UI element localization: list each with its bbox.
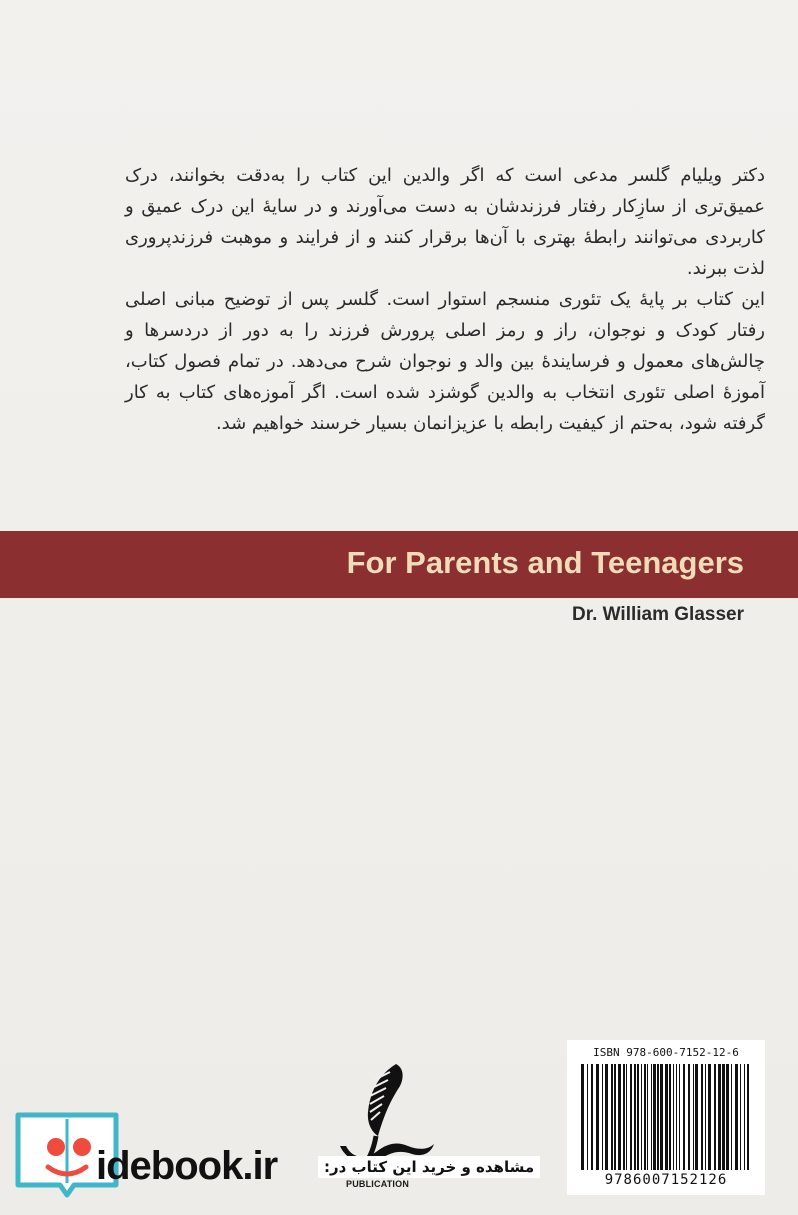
barcode-bar [669,1064,671,1170]
blurb-paragraph-1: دکتر ویلیام گلسر مدعی است که اگر والدین این کتاب را به‌دقت بخوانند، درک عمیق‌تری از سازِکار رفتار فرزندشان به دست می‌آورند و در سایهٔ این درک عمیق و کاربردی می‌توانند رابطهٔ بهتری با آن‌ها برقرار کنند و از فرایند و موهبت فرزندپروری لذت ببرند. [125,165,765,279]
barcode-bar [683,1064,685,1170]
barcode-bar [695,1064,698,1170]
english-title: For Parents and Teenagers [346,545,744,580]
site-watermark [8,1104,535,1204]
barcode-bar [630,1064,632,1170]
barcode-bar [605,1064,608,1170]
title-band [0,531,798,598]
barcode-bar [679,1064,680,1170]
barcode-bar [660,1064,663,1170]
barcode-bar [647,1064,648,1170]
isbn-digits: 9786007152126 [604,1172,728,1188]
watermark-brand: idebook.ir [96,1144,278,1188]
barcode-bar [596,1064,599,1170]
barcode-bar [637,1064,639,1170]
barcode-bar [693,1064,694,1170]
barcode-bar [626,1064,627,1170]
barcode-bar [688,1064,690,1170]
barcode-bar [651,1064,652,1170]
author-name: Dr. William Glasser [572,604,744,625]
barcode-bar [602,1064,603,1170]
barcode-bar [722,1064,725,1170]
blurb-paragraph-2: این کتاب بر پایهٔ یک تئوری منسجم استوار است. گلسر پس از توضیح مبانی اصلی رفتار کودک و نوجوان، راز و رمز اصلی پرورش فرزند را به دور از دردسرها و چالش‌های معمول و فرسایندهٔ بین والد و نوجوان شرح می‌دهد. در تمام فصول کتاب، آموزهٔ اصلی تئوری انتخاب به والدین گوشزد شده است. اگر آموزه‌های کتاب به کار گرفته شود، به‌حتم از کیفیت رابطه با عزیزانمان بسیار خرسند خواهیم شد. [125,289,765,434]
barcode-bar [705,1064,706,1170]
barcode-bar [591,1064,593,1170]
barcode-bar [653,1064,656,1170]
publisher-label: PUBLICATION [346,1179,410,1189]
watermark-caption: مشاهده و خرید این کتاب در: [318,1156,540,1178]
barcode-bar [641,1064,642,1170]
isbn-barcode [567,1040,765,1195]
barcode-bar [618,1064,621,1170]
barcode-bar [747,1064,749,1170]
isbn-label: ISBN 978-600-7152-12-6 [593,1046,739,1059]
barcode-bar [714,1064,716,1170]
barcode-bar [587,1064,588,1170]
barcode-bar [731,1064,732,1170]
barcode-bar [634,1064,636,1170]
barcode-bar [676,1064,677,1170]
barcode-bar [623,1064,625,1170]
barcode-bars [581,1064,751,1170]
barcode-bar [726,1064,729,1170]
blurb-text [125,160,765,439]
barcode-bar [665,1064,668,1170]
barcode-bar [673,1064,674,1170]
barcode-bar [718,1064,721,1170]
barcode-bar [744,1064,745,1170]
barcode-bar [657,1064,659,1170]
barcode-bar [735,1064,738,1170]
barcode-bar [701,1064,703,1170]
barcode-bar [611,1064,613,1170]
barcode-bar [614,1064,616,1170]
barcode-bar [644,1064,646,1170]
barcode-bar [708,1064,711,1170]
barcode-bar [740,1064,741,1170]
barcode-bar [581,1064,584,1170]
